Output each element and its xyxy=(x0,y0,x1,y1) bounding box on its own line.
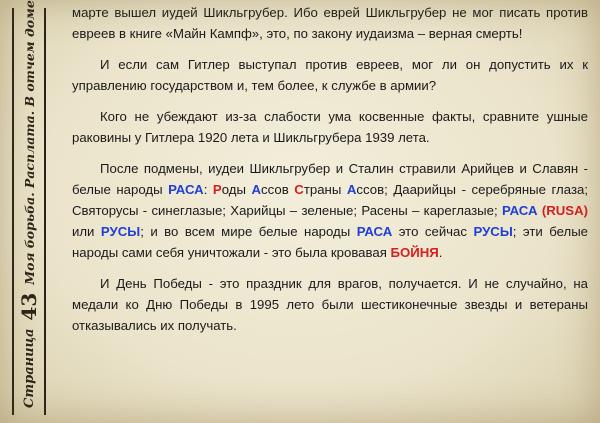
sidebar-caption xyxy=(14,0,44,412)
p4-text-12: . xyxy=(438,245,443,260)
p4-text-8: или xyxy=(72,224,101,239)
paragraph-4 xyxy=(72,158,588,263)
p4-text-1: После подмены, иудеи Шикльгрубер и Сталин стравили Арийцев и Славян - белые народы xyxy=(72,161,588,197)
p4-text-4: ссов xyxy=(261,182,295,197)
rusy-highlight-2: РУСЫ xyxy=(473,224,513,239)
raca-highlight-2: РАСА xyxy=(501,203,538,218)
p4-text-3: оды xyxy=(221,182,252,197)
paragraph-1: марте вышел иудей Шикльгрубер. Ибо еврей Шикльгрубер не мог писать против евреев в книге «Майн Кампф», это, по закону иудаизма – верная смерть! xyxy=(72,5,588,41)
p4-text-2: : xyxy=(203,182,213,197)
page-sidebar xyxy=(12,0,46,415)
paragraph-2: И если сам Гитлер выступал против евреев, мог ли он допустить их к управлению государством и, тем более, к службе в армии? xyxy=(72,57,588,93)
book-title: Моя борьба. Расплата. В отчем доме xyxy=(21,0,37,285)
p4-text-10: это сейчас xyxy=(392,224,474,239)
letter-a-highlight-1: А xyxy=(251,182,262,197)
page-number: 43 xyxy=(17,292,41,321)
letter-a-highlight-2: А xyxy=(346,182,357,197)
p4-text-11: ; эти белые народы сами себя уничтожали - это была кровавая xyxy=(72,224,589,260)
raca-highlight-3: РАСА xyxy=(356,224,393,239)
letter-s-highlight: С xyxy=(294,182,304,197)
rusa-highlight: (RUSA) xyxy=(541,203,588,218)
p4-text-6: ссов; Даарийцы - серебряные глаза; Святорусы - синеглазые; Харийцы – зеленые; Расены – кареглазые; xyxy=(72,182,588,218)
page-label: Страница xyxy=(21,328,37,408)
p4-text-9: ; и во всем мире белые народы xyxy=(140,224,357,239)
paragraph-3: Кого не убеждают из-за слабости ума косвенные факты, сравните ушные раковины у Гитлера 1920 лета и Шикльгрубера 1939 лета. xyxy=(72,109,588,145)
letter-r-highlight: Р xyxy=(212,182,222,197)
document-body xyxy=(72,2,588,346)
raca-highlight-1: РАСА xyxy=(168,182,204,197)
boynya-highlight: БОЙНЯ xyxy=(390,245,439,260)
rusy-highlight-1: РУСЫ xyxy=(100,224,141,239)
paragraph-5: И День Победы - это праздник для врагов, получается. И не случайно, на медали ко Дню Победы в 1995 лето были шестиконечные звезды и ветераны отказывались их получать. xyxy=(72,276,588,333)
p4-text-5: траны xyxy=(303,182,347,197)
